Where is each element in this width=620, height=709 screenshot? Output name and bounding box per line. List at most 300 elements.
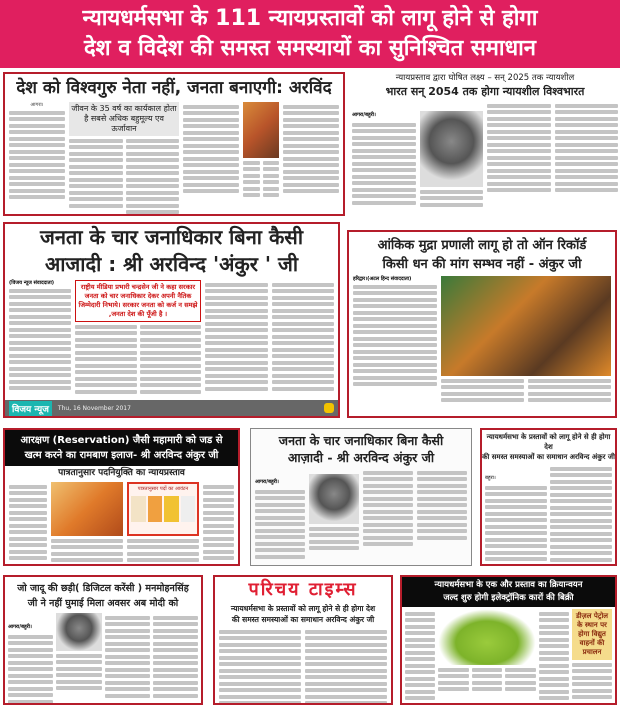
article-headline-line-1: आरक्षण (Reservation) जैसी महामारी को जड से xyxy=(20,435,223,446)
text-line xyxy=(272,361,335,365)
text-line xyxy=(352,175,416,179)
text-line xyxy=(255,503,305,507)
text-line xyxy=(153,661,198,665)
text-line xyxy=(9,386,71,390)
text-line xyxy=(140,377,202,381)
text-line xyxy=(126,158,180,162)
article-column xyxy=(485,464,547,566)
text-line xyxy=(352,129,416,133)
text-line xyxy=(203,530,234,534)
text-line xyxy=(219,701,301,705)
text-line xyxy=(183,124,239,128)
text-line xyxy=(555,117,619,121)
text-line xyxy=(105,622,150,626)
text-line xyxy=(539,618,569,622)
text-line xyxy=(126,145,180,149)
text-line xyxy=(272,309,335,313)
text-line xyxy=(153,687,198,691)
text-line xyxy=(539,664,569,668)
text-line xyxy=(272,315,335,319)
text-line xyxy=(9,498,47,502)
highlight-box: डीज़ल पेट्रोल के स्थान पर होगा विद्युत वाहनों की प्रचालन xyxy=(572,609,612,660)
article-headline-line-1: जनता के चार जनाधिकार बिना कैसी xyxy=(39,225,303,249)
text-line xyxy=(363,490,413,494)
text-line xyxy=(272,348,335,352)
text-line xyxy=(487,136,551,140)
text-line xyxy=(305,662,387,666)
text-line xyxy=(555,169,619,173)
text-line xyxy=(243,187,260,191)
text-line xyxy=(205,322,268,326)
article-headline-line-1: आंकिक मुद्रा प्रणाली लागू हो तो ऑन रिकॉर्ड xyxy=(377,238,587,253)
article-headline xyxy=(402,577,615,607)
text-line xyxy=(205,296,268,300)
text-line xyxy=(219,688,301,692)
text-line xyxy=(126,204,180,208)
text-line xyxy=(539,631,569,635)
callout-quote: राष्ट्रीय मीडिया प्रभारी चन्द्रसेन जी ने कहा सरकार जनता को चार जनाधिकार देकर अपनी नैतिक जिम्मेदारी निभाये। सरकार जनता को कर्ज न समझे ,जनता देश की पूँजी है । xyxy=(75,280,201,322)
text-line xyxy=(8,687,53,691)
text-line xyxy=(539,670,569,674)
text-line xyxy=(9,163,65,167)
text-line xyxy=(472,668,503,672)
text-line xyxy=(305,701,387,705)
text-line xyxy=(550,480,612,484)
text-line xyxy=(205,315,268,319)
text-line xyxy=(9,511,47,515)
text-line xyxy=(352,181,416,185)
article-column xyxy=(487,101,551,209)
text-line xyxy=(105,694,150,698)
text-line xyxy=(363,536,413,540)
text-line xyxy=(203,517,234,521)
text-line xyxy=(263,167,280,171)
text-line xyxy=(305,649,387,653)
text-line xyxy=(405,696,435,700)
text-line xyxy=(352,201,416,205)
text-line xyxy=(309,546,359,550)
text-line xyxy=(69,191,123,195)
text-line xyxy=(255,522,305,526)
text-line xyxy=(550,519,612,523)
text-line xyxy=(572,676,612,680)
text-line xyxy=(69,145,123,149)
text-line xyxy=(441,392,524,396)
article-column xyxy=(69,136,123,216)
text-line xyxy=(153,681,198,685)
text-line xyxy=(472,681,503,685)
text-line xyxy=(205,380,268,384)
text-line xyxy=(9,295,71,299)
text-line xyxy=(126,178,180,182)
text-line xyxy=(51,558,123,562)
text-line xyxy=(353,330,437,334)
text-line xyxy=(305,656,387,660)
text-line xyxy=(405,670,435,674)
text-line xyxy=(485,512,547,516)
text-line xyxy=(105,687,150,691)
text-line xyxy=(9,491,47,495)
text-line xyxy=(405,625,435,629)
text-line xyxy=(126,171,180,175)
text-line xyxy=(153,694,198,698)
article-column xyxy=(105,613,150,705)
text-line xyxy=(550,545,612,549)
text-line xyxy=(550,558,612,562)
text-line xyxy=(441,398,524,402)
text-line xyxy=(417,490,467,494)
text-line xyxy=(550,551,612,555)
text-line xyxy=(126,191,180,195)
text-line xyxy=(183,170,239,174)
text-line xyxy=(69,139,123,143)
text-line xyxy=(405,644,435,648)
banner-line-1: न्यायधर्मसभा के 111 न्यायप्रस्तावों को लागू होने से होगा xyxy=(82,6,538,31)
text-line xyxy=(353,356,437,360)
text-line xyxy=(105,616,150,620)
text-line xyxy=(153,635,198,639)
text-line xyxy=(272,328,335,332)
text-line xyxy=(105,635,150,639)
text-line xyxy=(363,516,413,520)
text-line xyxy=(243,174,260,178)
text-line xyxy=(255,529,305,533)
text-line xyxy=(272,367,335,371)
article-column xyxy=(9,111,65,200)
text-line xyxy=(51,539,123,543)
text-line xyxy=(127,545,199,549)
text-line xyxy=(441,379,524,383)
text-line xyxy=(126,165,180,169)
text-line xyxy=(550,499,612,503)
text-line xyxy=(140,390,202,394)
text-line xyxy=(255,542,305,546)
article-headline-line-1: न्यायधर्मसभा के प्रस्तावों को लागू होने से ही होगा देश xyxy=(230,604,376,613)
text-line xyxy=(140,364,202,368)
text-line xyxy=(283,144,339,148)
text-line xyxy=(8,648,53,652)
text-line xyxy=(363,471,413,475)
speaker-photo xyxy=(243,102,279,158)
text-line xyxy=(255,490,305,494)
text-line xyxy=(272,283,335,287)
text-line xyxy=(363,503,413,507)
text-line xyxy=(472,687,503,691)
text-line xyxy=(417,503,467,507)
text-line xyxy=(283,163,339,167)
text-line xyxy=(9,373,71,377)
article-column xyxy=(8,613,53,705)
article-dateline: हरिद्वार।(अटल हिन्द संवाददाता) xyxy=(353,276,412,282)
text-line xyxy=(127,552,199,556)
text-line xyxy=(153,642,198,646)
text-line xyxy=(75,351,137,355)
text-line xyxy=(9,195,65,199)
text-line xyxy=(153,668,198,672)
article-headline-line-2: किसी धन की मांग सम्भव नहीं - अंकुर जी xyxy=(382,257,582,272)
text-line xyxy=(56,654,101,658)
text-line xyxy=(9,360,71,364)
footer-date: Thu, 16 November 2017 xyxy=(57,404,131,412)
article-column xyxy=(255,468,305,561)
text-line xyxy=(9,367,71,371)
text-line xyxy=(9,124,65,128)
text-line xyxy=(352,155,416,159)
text-line xyxy=(353,376,437,380)
text-line xyxy=(8,635,53,639)
text-line xyxy=(56,680,101,684)
text-line xyxy=(420,190,484,194)
text-line xyxy=(283,150,339,154)
event-photo xyxy=(56,613,101,651)
text-line xyxy=(487,104,551,108)
text-line xyxy=(487,182,551,186)
infographic xyxy=(127,482,199,536)
text-line xyxy=(9,289,71,293)
article-column xyxy=(153,613,198,705)
text-line xyxy=(203,491,234,495)
text-line xyxy=(539,651,569,655)
text-line xyxy=(9,504,47,508)
text-line xyxy=(539,612,569,616)
text-line xyxy=(352,149,416,153)
article-headline-line-1: जनता के चार जनाधिकार बिना कैसी xyxy=(278,433,444,448)
text-line xyxy=(528,385,611,389)
electric-car-image xyxy=(438,609,536,665)
text-line xyxy=(219,630,301,634)
text-line xyxy=(203,504,234,508)
text-line xyxy=(417,523,467,527)
text-line xyxy=(555,182,619,186)
article-column xyxy=(555,101,619,209)
article-headline-line-2: आज़ादी - श्री अरविन्द अंकुर जी xyxy=(287,450,435,465)
text-line xyxy=(9,347,71,351)
text-line xyxy=(420,196,484,200)
text-line xyxy=(153,674,198,678)
text-line xyxy=(105,661,150,665)
text-line xyxy=(487,156,551,160)
text-line xyxy=(405,631,435,635)
text-line xyxy=(555,188,619,192)
text-line xyxy=(353,298,437,302)
text-line xyxy=(485,518,547,522)
text-line xyxy=(183,157,239,161)
text-line xyxy=(539,696,569,700)
text-line xyxy=(153,629,198,633)
text-line xyxy=(352,142,416,146)
text-line xyxy=(255,535,305,539)
article-headline-line-2: की समस्त समस्याओं का समाधान अरविन्द अंकुर जी xyxy=(231,615,375,624)
text-line xyxy=(69,178,123,182)
text-line xyxy=(205,387,268,391)
text-line xyxy=(205,341,268,345)
article-column xyxy=(352,101,416,209)
text-line xyxy=(405,618,435,622)
text-line xyxy=(9,176,65,180)
text-line xyxy=(203,537,234,541)
text-line xyxy=(8,661,53,665)
text-line xyxy=(205,289,268,293)
text-line xyxy=(555,110,619,114)
text-line xyxy=(127,558,199,562)
text-line xyxy=(56,686,101,690)
masthead-part-1: परिचय xyxy=(248,579,301,600)
text-line xyxy=(205,354,268,358)
text-line xyxy=(9,143,65,147)
text-line xyxy=(363,529,413,533)
text-line xyxy=(203,550,234,554)
article-column xyxy=(363,468,413,561)
text-line xyxy=(363,523,413,527)
text-line xyxy=(305,682,387,686)
text-line xyxy=(203,543,234,547)
text-line xyxy=(305,669,387,673)
text-line xyxy=(9,530,47,534)
text-line xyxy=(550,473,612,477)
text-line xyxy=(8,674,53,678)
text-line xyxy=(9,380,71,384)
text-line xyxy=(126,184,180,188)
text-line xyxy=(272,289,335,293)
text-line xyxy=(203,498,234,502)
top-banner xyxy=(0,0,620,68)
text-line xyxy=(550,506,612,510)
text-line xyxy=(105,674,150,678)
text-line xyxy=(51,552,123,556)
text-line xyxy=(9,524,47,528)
text-line xyxy=(140,344,202,348)
text-line xyxy=(69,184,123,188)
text-line xyxy=(69,197,123,201)
text-line xyxy=(363,510,413,514)
speaker-photo xyxy=(51,482,123,536)
article-column xyxy=(9,289,71,391)
text-line xyxy=(555,136,619,140)
text-line xyxy=(8,700,53,704)
text-line xyxy=(353,337,437,341)
text-line xyxy=(205,335,268,339)
text-line xyxy=(309,540,359,544)
text-line xyxy=(283,137,339,141)
text-line xyxy=(219,636,301,640)
text-line xyxy=(417,529,467,533)
text-line xyxy=(539,638,569,642)
text-line xyxy=(183,189,239,193)
article-headline-line-2: जल्द शुरु होगी इलेक्ट्रॉनिक कारों की बिक्री xyxy=(443,593,574,603)
text-line xyxy=(472,674,503,678)
text-line xyxy=(219,662,301,666)
text-line xyxy=(555,123,619,127)
text-line xyxy=(352,136,416,140)
text-line xyxy=(140,331,202,335)
article-kicker: न्यायप्रस्ताव द्वारा घोषित लक्ष्य – सन् 2025 तक न्यायशील xyxy=(395,73,575,83)
article-vishwaguru xyxy=(3,72,345,216)
text-line xyxy=(485,505,547,509)
text-line xyxy=(9,556,47,560)
text-line xyxy=(183,131,239,135)
text-line xyxy=(487,169,551,173)
text-line xyxy=(485,499,547,503)
text-line xyxy=(105,655,150,659)
text-line xyxy=(203,524,234,528)
text-line xyxy=(438,687,469,691)
text-line xyxy=(183,105,239,109)
text-line xyxy=(353,291,437,295)
text-line xyxy=(9,517,47,521)
text-line xyxy=(485,564,547,567)
text-line xyxy=(205,328,268,332)
text-line xyxy=(69,152,123,156)
text-line xyxy=(441,385,524,389)
article-column xyxy=(272,280,335,396)
owl-icon xyxy=(324,403,334,413)
text-line xyxy=(353,304,437,308)
text-line xyxy=(305,643,387,647)
text-line xyxy=(309,527,359,531)
text-line xyxy=(572,682,612,686)
text-line xyxy=(417,471,467,475)
banner-line-2: देश व विदेश की समस्त समस्यायों का सुनिश्चित समाधान xyxy=(83,36,537,61)
text-line xyxy=(105,642,150,646)
text-line xyxy=(505,681,536,685)
text-line xyxy=(417,477,467,481)
article-dateline: आगरा/बहुरी। xyxy=(352,112,376,118)
text-line xyxy=(272,296,335,300)
text-line xyxy=(555,156,619,160)
text-line xyxy=(56,673,101,677)
vijay-news-logo: विजय न्यूज xyxy=(9,401,52,416)
article-headline xyxy=(5,430,238,466)
text-line xyxy=(550,493,612,497)
article-headline-line-2: की समस्त समस्याओं का समाधान अरविन्द अंकुर जी xyxy=(482,453,615,461)
text-line xyxy=(9,315,71,319)
text-line xyxy=(9,169,65,173)
text-line xyxy=(405,638,435,642)
text-line xyxy=(555,104,619,108)
text-line xyxy=(363,542,413,546)
text-line xyxy=(140,370,202,374)
text-line xyxy=(363,484,413,488)
text-line xyxy=(305,688,387,692)
text-line xyxy=(272,387,335,391)
text-line xyxy=(539,683,569,687)
text-line xyxy=(219,682,301,686)
text-line xyxy=(183,118,239,122)
article-headline: भारत सन् 2054 तक होगा न्यायशील विश्वभारत xyxy=(385,85,585,98)
text-line xyxy=(272,341,335,345)
text-line xyxy=(75,377,137,381)
text-line xyxy=(255,509,305,513)
article-column xyxy=(405,609,435,703)
text-line xyxy=(305,695,387,699)
text-line xyxy=(69,158,123,162)
text-line xyxy=(140,338,202,342)
article-headline-line-2: खत्म करने का रामबाण इलाज- श्री अरविन्द अंकुर जी xyxy=(24,450,219,461)
text-line xyxy=(550,525,612,529)
article-column xyxy=(305,627,387,705)
text-line xyxy=(75,357,137,361)
text-line xyxy=(353,363,437,367)
text-line xyxy=(243,193,260,197)
article-column xyxy=(203,482,234,565)
text-line xyxy=(9,354,71,358)
article-dateline: आगरा/बहुरी। xyxy=(255,479,279,485)
text-line xyxy=(485,551,547,555)
text-line xyxy=(263,174,280,178)
text-line xyxy=(572,695,612,699)
text-line xyxy=(363,497,413,501)
text-line xyxy=(203,485,234,489)
